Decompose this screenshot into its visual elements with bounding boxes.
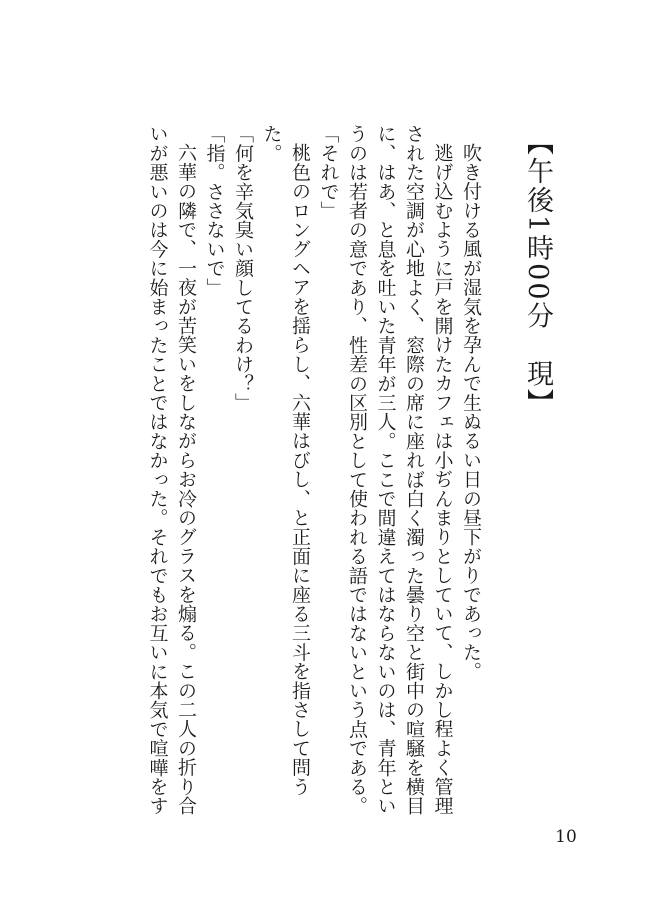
- paragraph: 吹き付ける風が湿気を孕んで生ぬるい日の昼下がりであった。: [460, 143, 482, 681]
- dialogue-line: 「何を辛気臭い顔してるわけ？」: [232, 124, 254, 412]
- paragraph: 桃色のロングヘアを揺らし、六華はびし、と正面に座る三斗を指さして問うた。: [260, 124, 311, 796]
- body-text: [140, 124, 485, 824]
- dialogue-line: 「それで」: [317, 124, 340, 220]
- chapter-title: 【午後1時00分 現】: [522, 128, 553, 418]
- page-number: 10: [555, 827, 577, 847]
- dialogue-line: 「指。ささないで」: [203, 124, 226, 297]
- paragraph: 六華の隣で、一夜が苦笑いをしながらお冷のグラスを煽る。この二人の折り合いが悪いのは今に始まったことではなかった。それでもお互いに本気で喧嘩をす: [146, 124, 197, 816]
- paragraph: 逃げ込むように戸を開けたカフェは小ぢんまりとしていて、しかし程よく管理された空調が心地よく、窓際の席に座れば白く濁った曇り空と街中の喧騒を横目に、はあ、と息を吐いた青年が三人。ここで間違えてはならないのは、青年というのは若者の意であり、性差の区別として使われる語ではないという点である。: [346, 124, 454, 816]
